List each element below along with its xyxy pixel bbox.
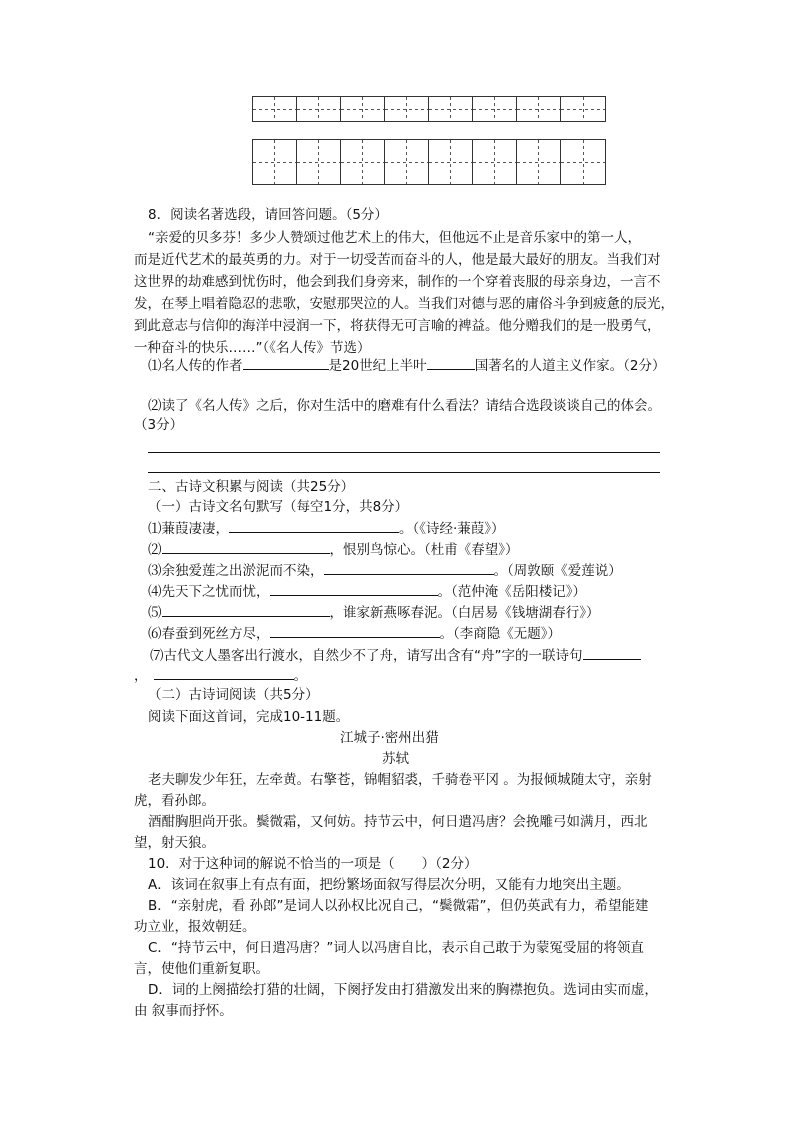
recitation-text: ⑹春蚕到死丝方尽， <box>148 626 270 642</box>
grid-cell[interactable] <box>429 97 473 121</box>
poem-line: 虎，看孙郎。 <box>134 793 215 809</box>
recitation-source: ，谁家新燕啄春泥。（白居易《钱塘湖春行》） <box>329 605 600 621</box>
poem-line: 望，射天狼。 <box>134 835 215 851</box>
part2-title: （二）古诗词阅读（共5分） <box>148 687 319 703</box>
poem-line: 老夫聊发少年狂，左牵黄。右擎苍，锦帽貂裘，千骑卷平冈 。为报倾城随太守，亲射 <box>148 772 652 788</box>
grid-cell[interactable] <box>253 140 297 184</box>
q10-stem: 10．对于这种词的解说不恰当的一项是（ ）（2分） <box>148 856 478 872</box>
grid-cell[interactable] <box>561 140 605 184</box>
recitation-line-4 <box>148 581 586 601</box>
reading-instruction: 阅读下面这首词，完成10-11题。 <box>148 709 350 725</box>
recitation-line-3 <box>148 560 622 580</box>
grid-cell[interactable] <box>341 140 385 184</box>
q8-passage-line: 发，在琴上唱着隐忍的悲歌，安慰那哭泣的人。当我们对德与恶的庸俗斗争到疲惫的辰光， <box>134 296 674 312</box>
recitation-blank[interactable] <box>162 539 330 554</box>
recitation-text: ⑶余独爱莲之出淤泥而不染， <box>148 563 324 579</box>
grid-cell[interactable] <box>473 97 517 121</box>
recitation-blank[interactable] <box>583 645 641 660</box>
author-blank[interactable] <box>243 355 329 370</box>
recitation-blank[interactable] <box>324 560 494 575</box>
recitation-source: 。（周敦颐《爱莲说） <box>493 563 622 579</box>
answer-line[interactable] <box>148 452 660 453</box>
q8-passage-line: 到此意志与信仰的海洋中浸润一下，将获得无可言喻的裨益。他分赠我们的是一股勇气， <box>134 318 661 334</box>
recitation-text: ⑸ <box>148 605 162 621</box>
recitation-text: ⑺古代文人墨客出行渡水，自然少不了舟，请写出含有“舟”字的一联诗句 <box>150 648 583 664</box>
grid-cell[interactable] <box>561 97 605 121</box>
recitation-line-7 <box>150 645 641 665</box>
recitation-text: ⑷先天下之忧而忧， <box>148 584 270 600</box>
option-d[interactable]: D．词的上阕描绘打猎的壮阔，下阕抒发由打猎激发出来的胸襟抱负。选词由实而虚， <box>148 982 658 998</box>
recitation-blank[interactable] <box>270 581 438 596</box>
recitation-source: 。（范仲淹《岳阳楼记》） <box>437 584 586 600</box>
recitation-line-5 <box>148 602 600 622</box>
grid-cell[interactable] <box>385 140 429 184</box>
recitation-punct: ， <box>134 668 148 684</box>
poem-author: 苏轼 <box>382 751 409 767</box>
section2-title: 二、古诗文积累与阅读（共25分） <box>148 479 355 495</box>
q8-subquestion-1 <box>148 355 666 375</box>
option-c[interactable]: C．“持节云中，何日遣冯唐？”词人以冯唐自比，表示自己敢于为蒙冤受屈的将领直 <box>148 940 644 956</box>
recitation-source: 。（《诗经·蒹葭》） <box>399 521 505 537</box>
recitation-text: ⑵ <box>148 542 162 558</box>
answer-line[interactable] <box>148 472 660 473</box>
grid-cell[interactable] <box>341 97 385 121</box>
option-c-cont: 言，使他们重新复职。 <box>134 961 269 977</box>
q8-passage-line: 一种奋斗的快乐……”（《名人传》节选） <box>134 340 371 356</box>
grid-cell[interactable] <box>253 97 297 121</box>
q8-s2-text-b: （3分） <box>134 417 184 433</box>
q8-passage-line: 而是近代艺术的最英勇的力。对于一切受苦而奋斗的人，他是最大最好的朋友。当我们对 <box>134 252 661 268</box>
recitation-line-1 <box>148 518 505 538</box>
country-blank[interactable] <box>427 355 475 370</box>
grid-cell[interactable] <box>297 97 341 121</box>
poem-line: 酒酣胸胆尚开张。鬓微霜，又何妨。持节云中，何日遣冯唐？会挽雕弓如满月，西北 <box>148 814 648 830</box>
option-d-cont: 由 叙事而抒怀。 <box>134 1003 233 1019</box>
q8-s1-text-a: ⑴名人传的作者 <box>148 358 243 374</box>
q8-s1-text-c: 国著名的人道主义作家。（2分） <box>474 358 666 374</box>
recitation-blank[interactable] <box>154 665 294 680</box>
q8-s1-text-b: 是20世纪上半叶 <box>328 358 427 374</box>
q8-passage-line: “亲爱的贝多芬！多少人赞颂过他艺术上的伟大，但他远不止是音乐家中的第一人， <box>148 230 641 246</box>
option-b[interactable]: B．“亲射虎，看 孙郎”是词人以孙权比况自己，“鬓微霜”，但仍英武有力，希望能建 <box>148 898 649 914</box>
answer-grid-row-2 <box>252 139 606 185</box>
recitation-text: ⑴蒹葭凄凄， <box>148 521 229 537</box>
part1-title: （一）古诗文名句默写（每空1分，共8分） <box>148 499 409 515</box>
answer-grid-row-1 <box>252 96 606 122</box>
grid-cell[interactable] <box>517 140 561 184</box>
recitation-source: ，恨别鸟惊心。（杜甫《春望》） <box>329 542 519 558</box>
recitation-source: 。（李商隐《无题》） <box>439 626 561 642</box>
recitation-blank[interactable] <box>229 518 399 533</box>
grid-cell[interactable] <box>473 140 517 184</box>
recitation-line-2 <box>148 539 519 559</box>
recitation-blank[interactable] <box>162 602 330 617</box>
q8-passage-line: 这世界的劫难感到忧伤时，他会到我们身旁来，制作的一个穿着丧服的母亲身边，一言不 <box>134 274 661 290</box>
grid-cell[interactable] <box>429 140 473 184</box>
recitation-line-7-cont <box>134 665 307 685</box>
recitation-line-6 <box>148 623 561 643</box>
grid-cell[interactable] <box>517 97 561 121</box>
option-b-cont: 功立业，报效朝廷。 <box>134 919 256 935</box>
option-a[interactable]: A．该词在叙事上有点有面，把纷繁场面叙写得层次分明，又能有力地突出主题。 <box>148 877 630 893</box>
poem-title: 江城子·密州出猎 <box>340 730 439 746</box>
grid-cell[interactable] <box>385 97 429 121</box>
q8-s2-text-a: ⑵读了《名人传》之后，你对生活中的磨难有什么看法？请结合选段谈谈自己的体会。 <box>148 398 661 414</box>
grid-cell[interactable] <box>297 140 341 184</box>
recitation-blank[interactable] <box>270 623 440 638</box>
q8-title: 8．阅读名著选段，请回答问题。（5分） <box>148 207 388 223</box>
recitation-punct: 。 <box>293 668 307 684</box>
